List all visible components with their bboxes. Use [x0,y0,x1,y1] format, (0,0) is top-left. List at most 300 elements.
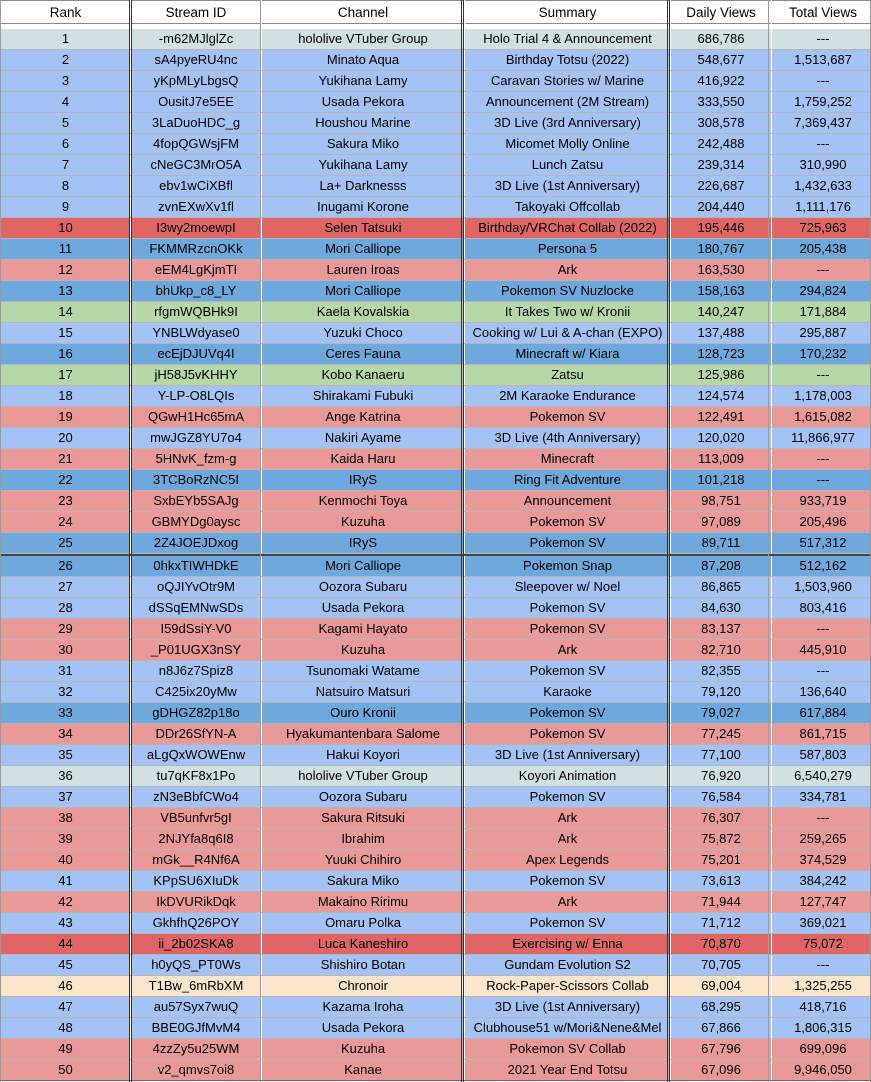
rank-cell[interactable]: 24 [1,512,130,532]
rank-cell[interactable]: 38 [1,808,130,828]
daily-views-cell[interactable]: 79,120 [671,682,771,702]
rank-cell[interactable]: 27 [1,577,130,597]
total-views-cell[interactable]: 699,096 [772,1039,871,1059]
stream-id-cell[interactable]: I59dSsiY-V0 [131,619,261,639]
channel-cell[interactable]: Ouro Kronii [262,703,464,723]
summary-cell[interactable]: Koyori Animation [465,766,670,786]
stream-id-cell[interactable]: eEM4LgKjmTI [131,260,261,280]
total-views-cell[interactable]: 127,747 [772,892,871,912]
daily-views-cell[interactable]: 67,796 [671,1039,771,1059]
rank-cell[interactable]: 10 [1,218,130,238]
stream-id-cell[interactable]: tu7qKF8x1Po [131,766,261,786]
daily-views-cell[interactable]: 70,705 [671,955,771,975]
total-views-cell[interactable]: --- [772,470,871,490]
rank-cell[interactable]: 16 [1,344,130,364]
summary-cell[interactable]: Pokemon SV [465,787,670,807]
stream-id-cell[interactable]: 2NJYfa8q6I8 [131,829,261,849]
daily-views-cell[interactable]: 82,355 [671,661,771,681]
rank-cell[interactable]: 28 [1,598,130,618]
stream-id-cell[interactable]: BBE0GJfMvM4 [131,1018,261,1038]
channel-cell[interactable]: Usada Pekora [262,598,464,618]
stream-id-cell[interactable]: YNBLWdyase0 [131,323,261,343]
channel-cell[interactable]: Tsunomaki Watame [262,661,464,681]
summary-cell[interactable]: Exercising w/ Enna [465,934,670,954]
summary-cell[interactable]: 3D Live (1st Anniversary) [465,176,670,196]
channel-cell[interactable]: Sakura Miko [262,134,464,154]
rank-cell[interactable]: 31 [1,661,130,681]
summary-cell[interactable]: Takoyaki Offcollab [465,197,670,217]
header-total-views[interactable]: Total Views [772,0,871,24]
stream-id-cell[interactable]: dSSqEMNwSDs [131,598,261,618]
header-summary[interactable]: Summary [465,0,670,24]
stream-id-cell[interactable]: _P01UGX3nSY [131,640,261,660]
summary-cell[interactable]: Announcement (2M Stream) [465,92,670,112]
stream-id-cell[interactable]: ii_2b02SKA8 [131,934,261,954]
rank-cell[interactable]: 23 [1,491,130,511]
daily-views-cell[interactable]: 137,488 [671,323,771,343]
stream-id-cell[interactable]: 3LaDuoHDC_g [131,113,261,133]
total-views-cell[interactable]: 171,884 [772,302,871,322]
summary-cell[interactable]: Zatsu [465,365,670,385]
daily-views-cell[interactable]: 84,630 [671,598,771,618]
channel-cell[interactable]: Hakui Koyori [262,745,464,765]
stream-id-cell[interactable]: v2_qmvs7oi8 [131,1060,261,1080]
channel-cell[interactable]: Usada Pekora [262,92,464,112]
total-views-cell[interactable]: 205,438 [772,239,871,259]
summary-cell[interactable]: Minecraft [465,449,670,469]
channel-cell[interactable]: Kobo Kanaeru [262,365,464,385]
stream-id-cell[interactable]: n8J6z7Spiz8 [131,661,261,681]
daily-views-cell[interactable]: 98,751 [671,491,771,511]
daily-views-cell[interactable]: 87,208 [671,556,771,576]
total-views-cell[interactable]: 1,503,960 [772,577,871,597]
channel-cell[interactable]: Sakura Ritsuki [262,808,464,828]
daily-views-cell[interactable]: 75,872 [671,829,771,849]
stream-id-cell[interactable]: oQJIYvOtr9M [131,577,261,597]
daily-views-cell[interactable]: 120,020 [671,428,771,448]
rank-cell[interactable]: 14 [1,302,130,322]
channel-cell[interactable]: Usada Pekora [262,1018,464,1038]
rank-cell[interactable]: 15 [1,323,130,343]
rank-cell[interactable]: 34 [1,724,130,744]
stream-id-cell[interactable]: QGwH1Hc65mA [131,407,261,427]
daily-views-cell[interactable]: 83,137 [671,619,771,639]
rank-cell[interactable]: 2 [1,50,130,70]
summary-cell[interactable]: Ring Fit Adventure [465,470,670,490]
total-views-cell[interactable]: 1,111,176 [772,197,871,217]
daily-views-cell[interactable]: 79,027 [671,703,771,723]
summary-cell[interactable]: 3D Live (3rd Anniversary) [465,113,670,133]
summary-cell[interactable]: 3D Live (1st Anniversary) [465,997,670,1017]
stream-id-cell[interactable]: OusitJ7e5EE [131,92,261,112]
channel-cell[interactable]: Oozora Subaru [262,577,464,597]
total-views-cell[interactable]: --- [772,71,871,91]
channel-cell[interactable]: Houshou Marine [262,113,464,133]
rank-cell[interactable]: 7 [1,155,130,175]
rank-cell[interactable]: 39 [1,829,130,849]
summary-cell[interactable]: Pokemon Snap [465,556,670,576]
total-views-cell[interactable]: 205,496 [772,512,871,532]
summary-cell[interactable]: Minecraft w/ Kiara [465,344,670,364]
daily-views-cell[interactable]: 86,865 [671,577,771,597]
daily-views-cell[interactable]: 70,870 [671,934,771,954]
daily-views-cell[interactable]: 122,491 [671,407,771,427]
channel-cell[interactable]: Sakura Miko [262,871,464,891]
total-views-cell[interactable]: 1,806,315 [772,1018,871,1038]
stream-id-cell[interactable]: KPpSU6XIuDk [131,871,261,891]
channel-cell[interactable]: Kuzuha [262,1039,464,1059]
total-views-cell[interactable]: 445,910 [772,640,871,660]
summary-cell[interactable]: Ark [465,892,670,912]
daily-views-cell[interactable]: 308,578 [671,113,771,133]
channel-cell[interactable]: Yuzuki Choco [262,323,464,343]
summary-cell[interactable]: 2021 Year End Totsu [465,1060,670,1080]
total-views-cell[interactable]: 517,312 [772,533,871,553]
total-views-cell[interactable]: 6,540,279 [772,766,871,786]
rank-cell[interactable]: 17 [1,365,130,385]
rank-cell[interactable]: 32 [1,682,130,702]
summary-cell[interactable]: 2M Karaoke Endurance [465,386,670,406]
daily-views-cell[interactable]: 124,574 [671,386,771,406]
stream-id-cell[interactable]: sA4pyeRU4nc [131,50,261,70]
total-views-cell[interactable]: 512,162 [772,556,871,576]
total-views-cell[interactable]: 725,963 [772,218,871,238]
summary-cell[interactable]: Pokemon SV [465,703,670,723]
rank-cell[interactable]: 20 [1,428,130,448]
total-views-cell[interactable]: 259,265 [772,829,871,849]
daily-views-cell[interactable]: 71,944 [671,892,771,912]
rank-cell[interactable]: 3 [1,71,130,91]
stream-id-cell[interactable]: SxbEYb5SAJg [131,491,261,511]
total-views-cell[interactable]: 11,866,977 [772,428,871,448]
stream-id-cell[interactable]: gDHGZ82p18o [131,703,261,723]
total-views-cell[interactable]: --- [772,29,871,49]
daily-views-cell[interactable]: 158,163 [671,281,771,301]
rank-cell[interactable]: 43 [1,913,130,933]
total-views-cell[interactable]: 587,803 [772,745,871,765]
stream-id-cell[interactable]: cNeGC3MrO5A [131,155,261,175]
summary-cell[interactable]: Pokemon SV [465,913,670,933]
total-views-cell[interactable]: 136,640 [772,682,871,702]
rank-cell[interactable]: 11 [1,239,130,259]
rank-cell[interactable]: 26 [1,556,130,576]
channel-cell[interactable]: Lauren Iroas [262,260,464,280]
daily-views-cell[interactable]: 76,920 [671,766,771,786]
rank-cell[interactable]: 5 [1,113,130,133]
summary-cell[interactable]: Persona 5 [465,239,670,259]
stream-id-cell[interactable]: aLgQxWOWEnw [131,745,261,765]
channel-cell[interactable]: Yukihana Lamy [262,71,464,91]
total-views-cell[interactable]: --- [772,134,871,154]
daily-views-cell[interactable]: 416,922 [671,71,771,91]
stream-id-cell[interactable]: 2Z4JOEJDxog [131,533,261,553]
channel-cell[interactable]: Shishiro Botan [262,955,464,975]
rank-cell[interactable]: 9 [1,197,130,217]
rank-cell[interactable]: 36 [1,766,130,786]
daily-views-cell[interactable]: 195,446 [671,218,771,238]
daily-views-cell[interactable]: 226,687 [671,176,771,196]
channel-cell[interactable]: Makaino Ririmu [262,892,464,912]
daily-views-cell[interactable]: 204,440 [671,197,771,217]
stream-id-cell[interactable]: T1Bw_6mRbXM [131,976,261,996]
daily-views-cell[interactable]: 71,712 [671,913,771,933]
daily-views-cell[interactable]: 686,786 [671,29,771,49]
daily-views-cell[interactable]: 97,089 [671,512,771,532]
rank-cell[interactable]: 40 [1,850,130,870]
daily-views-cell[interactable]: 77,245 [671,724,771,744]
daily-views-cell[interactable]: 76,307 [671,808,771,828]
total-views-cell[interactable]: --- [772,808,871,828]
stream-id-cell[interactable]: ecEjDJUVq4I [131,344,261,364]
summary-cell[interactable]: Caravan Stories w/ Marine [465,71,670,91]
channel-cell[interactable]: Kanae [262,1060,464,1080]
daily-views-cell[interactable]: 82,710 [671,640,771,660]
stream-id-cell[interactable]: C425ix20yMw [131,682,261,702]
summary-cell[interactable]: Micomet Molly Online [465,134,670,154]
daily-views-cell[interactable]: 75,201 [671,850,771,870]
summary-cell[interactable]: Pokemon SV [465,407,670,427]
total-views-cell[interactable]: --- [772,365,871,385]
stream-id-cell[interactable]: bhUkp_c8_LY [131,281,261,301]
daily-views-cell[interactable]: 69,004 [671,976,771,996]
rank-cell[interactable]: 18 [1,386,130,406]
channel-cell[interactable]: Shirakami Fubuki [262,386,464,406]
summary-cell[interactable]: Sleepover w/ Noel [465,577,670,597]
channel-cell[interactable]: hololive VTuber Group [262,29,464,49]
channel-cell[interactable]: Kagami Hayato [262,619,464,639]
daily-views-cell[interactable]: 67,096 [671,1060,771,1080]
rank-cell[interactable]: 45 [1,955,130,975]
total-views-cell[interactable]: 1,178,003 [772,386,871,406]
channel-cell[interactable]: Mori Calliope [262,239,464,259]
daily-views-cell[interactable]: 101,218 [671,470,771,490]
daily-views-cell[interactable]: 128,723 [671,344,771,364]
total-views-cell[interactable]: --- [772,955,871,975]
channel-cell[interactable]: hololive VTuber Group [262,766,464,786]
daily-views-cell[interactable]: 163,530 [671,260,771,280]
daily-views-cell[interactable]: 89,711 [671,533,771,553]
header-rank[interactable]: Rank [1,0,130,24]
channel-cell[interactable]: Kenmochi Toya [262,491,464,511]
channel-cell[interactable]: Oozora Subaru [262,787,464,807]
summary-cell[interactable]: Ark [465,640,670,660]
total-views-cell[interactable]: 75,072 [772,934,871,954]
total-views-cell[interactable]: 310,990 [772,155,871,175]
rank-cell[interactable]: 13 [1,281,130,301]
rank-cell[interactable]: 6 [1,134,130,154]
rank-cell[interactable]: 12 [1,260,130,280]
rank-cell[interactable]: 42 [1,892,130,912]
stream-id-cell[interactable]: jH58J5vKHHY [131,365,261,385]
summary-cell[interactable]: 3D Live (1st Anniversary) [465,745,670,765]
total-views-cell[interactable]: 1,513,687 [772,50,871,70]
summary-cell[interactable]: Birthday Totsu (2022) [465,50,670,70]
rank-cell[interactable]: 41 [1,871,130,891]
summary-cell[interactable]: Pokemon SV Collab [465,1039,670,1059]
channel-cell[interactable]: Natsuiro Matsuri [262,682,464,702]
total-views-cell[interactable]: 170,232 [772,344,871,364]
channel-cell[interactable]: Kaela Kovalskia [262,302,464,322]
daily-views-cell[interactable]: 113,009 [671,449,771,469]
rank-cell[interactable]: 8 [1,176,130,196]
rank-cell[interactable]: 46 [1,976,130,996]
stream-id-cell[interactable]: 5HNvK_fzm-g [131,449,261,469]
summary-cell[interactable]: Pokemon SV [465,533,670,553]
summary-cell[interactable]: Birthday/VRChat Collab (2022) [465,218,670,238]
summary-cell[interactable]: Ark [465,829,670,849]
channel-cell[interactable]: Luca Kaneshiro [262,934,464,954]
rank-cell[interactable]: 48 [1,1018,130,1038]
channel-cell[interactable]: Selen Tatsuki [262,218,464,238]
stream-id-cell[interactable]: 0hkxTIWHDkE [131,556,261,576]
channel-cell[interactable]: Omaru Polka [262,913,464,933]
daily-views-cell[interactable]: 68,295 [671,997,771,1017]
total-views-cell[interactable]: 7,369,437 [772,113,871,133]
summary-cell[interactable]: It Takes Two w/ Kronii [465,302,670,322]
channel-cell[interactable]: IRyS [262,533,464,553]
stream-id-cell[interactable]: VB5unfvr5gI [131,808,261,828]
summary-cell[interactable]: Holo Trial 4 & Announcement [465,29,670,49]
summary-cell[interactable]: Apex Legends [465,850,670,870]
summary-cell[interactable]: Gundam Evolution S2 [465,955,670,975]
rank-cell[interactable]: 29 [1,619,130,639]
stream-id-cell[interactable]: 3TCBoRzNC5I [131,470,261,490]
summary-cell[interactable]: Pokemon SV [465,724,670,744]
total-views-cell[interactable]: 294,824 [772,281,871,301]
channel-cell[interactable]: Inugami Korone [262,197,464,217]
channel-cell[interactable]: Hyakumantenbara Salome [262,724,464,744]
stream-id-cell[interactable]: GkhfhQ26POY [131,913,261,933]
daily-views-cell[interactable]: 180,767 [671,239,771,259]
stream-id-cell[interactable]: h0yQS_PT0Ws [131,955,261,975]
stream-id-cell[interactable]: GBMYDg0aysc [131,512,261,532]
total-views-cell[interactable]: 334,781 [772,787,871,807]
summary-cell[interactable]: Lunch Zatsu [465,155,670,175]
channel-cell[interactable]: La+ Darknesss [262,176,464,196]
summary-cell[interactable]: Pokemon SV [465,598,670,618]
channel-cell[interactable]: Mori Calliope [262,281,464,301]
daily-views-cell[interactable]: 125,986 [671,365,771,385]
rank-cell[interactable]: 44 [1,934,130,954]
channel-cell[interactable]: Yuuki Chihiro [262,850,464,870]
stream-id-cell[interactable]: mGk__R4Nf6A [131,850,261,870]
daily-views-cell[interactable]: 242,488 [671,134,771,154]
daily-views-cell[interactable]: 77,100 [671,745,771,765]
rank-cell[interactable]: 33 [1,703,130,723]
summary-cell[interactable]: Pokemon SV [465,661,670,681]
stream-id-cell[interactable]: IkDVURikDqk [131,892,261,912]
stream-id-cell[interactable]: DDr26SfYN-A [131,724,261,744]
daily-views-cell[interactable]: 548,677 [671,50,771,70]
daily-views-cell[interactable]: 67,866 [671,1018,771,1038]
stream-id-cell[interactable]: rfgmWQBHk9I [131,302,261,322]
rank-cell[interactable]: 25 [1,533,130,553]
channel-cell[interactable]: Kaida Haru [262,449,464,469]
summary-cell[interactable]: Cooking w/ Lui & A-chan (EXPO) [465,323,670,343]
total-views-cell[interactable]: --- [772,449,871,469]
total-views-cell[interactable]: --- [772,260,871,280]
summary-cell[interactable]: Pokemon SV [465,619,670,639]
stream-id-cell[interactable]: yKpMLyLbgsQ [131,71,261,91]
stream-id-cell[interactable]: ebv1wCiXBfl [131,176,261,196]
channel-cell[interactable]: IRyS [262,470,464,490]
summary-cell[interactable]: Rock-Paper-Scissors Collab [465,976,670,996]
rank-cell[interactable]: 49 [1,1039,130,1059]
summary-cell[interactable]: Ark [465,808,670,828]
stream-id-cell[interactable]: FKMMRzcnOKk [131,239,261,259]
stream-id-cell[interactable]: -m62MJlglZc [131,29,261,49]
header-stream-id[interactable]: Stream ID [131,0,261,24]
stream-id-cell[interactable]: Y-LP-O8LQIs [131,386,261,406]
stream-id-cell[interactable]: mwJGZ8YU7o4 [131,428,261,448]
summary-cell[interactable]: Ark [465,260,670,280]
summary-cell[interactable]: Clubhouse51 w/Mori&Nene&Mel [465,1018,670,1038]
total-views-cell[interactable]: 1,325,255 [772,976,871,996]
stream-id-cell[interactable]: I3wy2moewpI [131,218,261,238]
rank-cell[interactable]: 37 [1,787,130,807]
rank-cell[interactable]: 47 [1,997,130,1017]
channel-cell[interactable]: Kuzuha [262,512,464,532]
daily-views-cell[interactable]: 76,584 [671,787,771,807]
daily-views-cell[interactable]: 333,550 [671,92,771,112]
stream-id-cell[interactable]: zvnEXwXv1fl [131,197,261,217]
daily-views-cell[interactable]: 73,613 [671,871,771,891]
daily-views-cell[interactable]: 140,247 [671,302,771,322]
total-views-cell[interactable]: 369,021 [772,913,871,933]
stream-id-cell[interactable]: 4zzZy5u25WM [131,1039,261,1059]
channel-cell[interactable]: Chronoir [262,976,464,996]
header-daily-views[interactable]: Daily Views [671,0,771,24]
stream-id-cell[interactable]: zN3eBbfCWo4 [131,787,261,807]
header-channel[interactable]: Channel [262,0,464,24]
total-views-cell[interactable]: 374,529 [772,850,871,870]
summary-cell[interactable]: Announcement [465,491,670,511]
total-views-cell[interactable]: 9,946,050 [772,1060,871,1080]
rank-cell[interactable]: 21 [1,449,130,469]
total-views-cell[interactable]: 1,432,633 [772,176,871,196]
total-views-cell[interactable]: 803,416 [772,598,871,618]
channel-cell[interactable]: Nakiri Ayame [262,428,464,448]
rank-cell[interactable]: 22 [1,470,130,490]
rank-cell[interactable]: 1 [1,29,130,49]
channel-cell[interactable]: Minato Aqua [262,50,464,70]
channel-cell[interactable]: Kuzuha [262,640,464,660]
total-views-cell[interactable]: 384,242 [772,871,871,891]
total-views-cell[interactable]: 295,887 [772,323,871,343]
channel-cell[interactable]: Mori Calliope [262,556,464,576]
summary-cell[interactable]: Karaoke [465,682,670,702]
rank-cell[interactable]: 50 [1,1060,130,1080]
rank-cell[interactable]: 35 [1,745,130,765]
channel-cell[interactable]: Ceres Fauna [262,344,464,364]
total-views-cell[interactable]: 1,759,252 [772,92,871,112]
summary-cell[interactable]: Pokemon SV Nuzlocke [465,281,670,301]
rank-cell[interactable]: 19 [1,407,130,427]
total-views-cell[interactable]: 861,715 [772,724,871,744]
channel-cell[interactable]: Kazama Iroha [262,997,464,1017]
summary-cell[interactable]: 3D Live (4th Anniversary) [465,428,670,448]
total-views-cell[interactable]: --- [772,661,871,681]
total-views-cell[interactable]: --- [772,619,871,639]
rank-cell[interactable]: 4 [1,92,130,112]
summary-cell[interactable]: Pokemon SV [465,871,670,891]
daily-views-cell[interactable]: 239,314 [671,155,771,175]
total-views-cell[interactable]: 418,716 [772,997,871,1017]
stream-id-cell[interactable]: 4fopQGWsjFM [131,134,261,154]
total-views-cell[interactable]: 617,884 [772,703,871,723]
total-views-cell[interactable]: 1,615,082 [772,407,871,427]
channel-cell[interactable]: Ange Katrina [262,407,464,427]
